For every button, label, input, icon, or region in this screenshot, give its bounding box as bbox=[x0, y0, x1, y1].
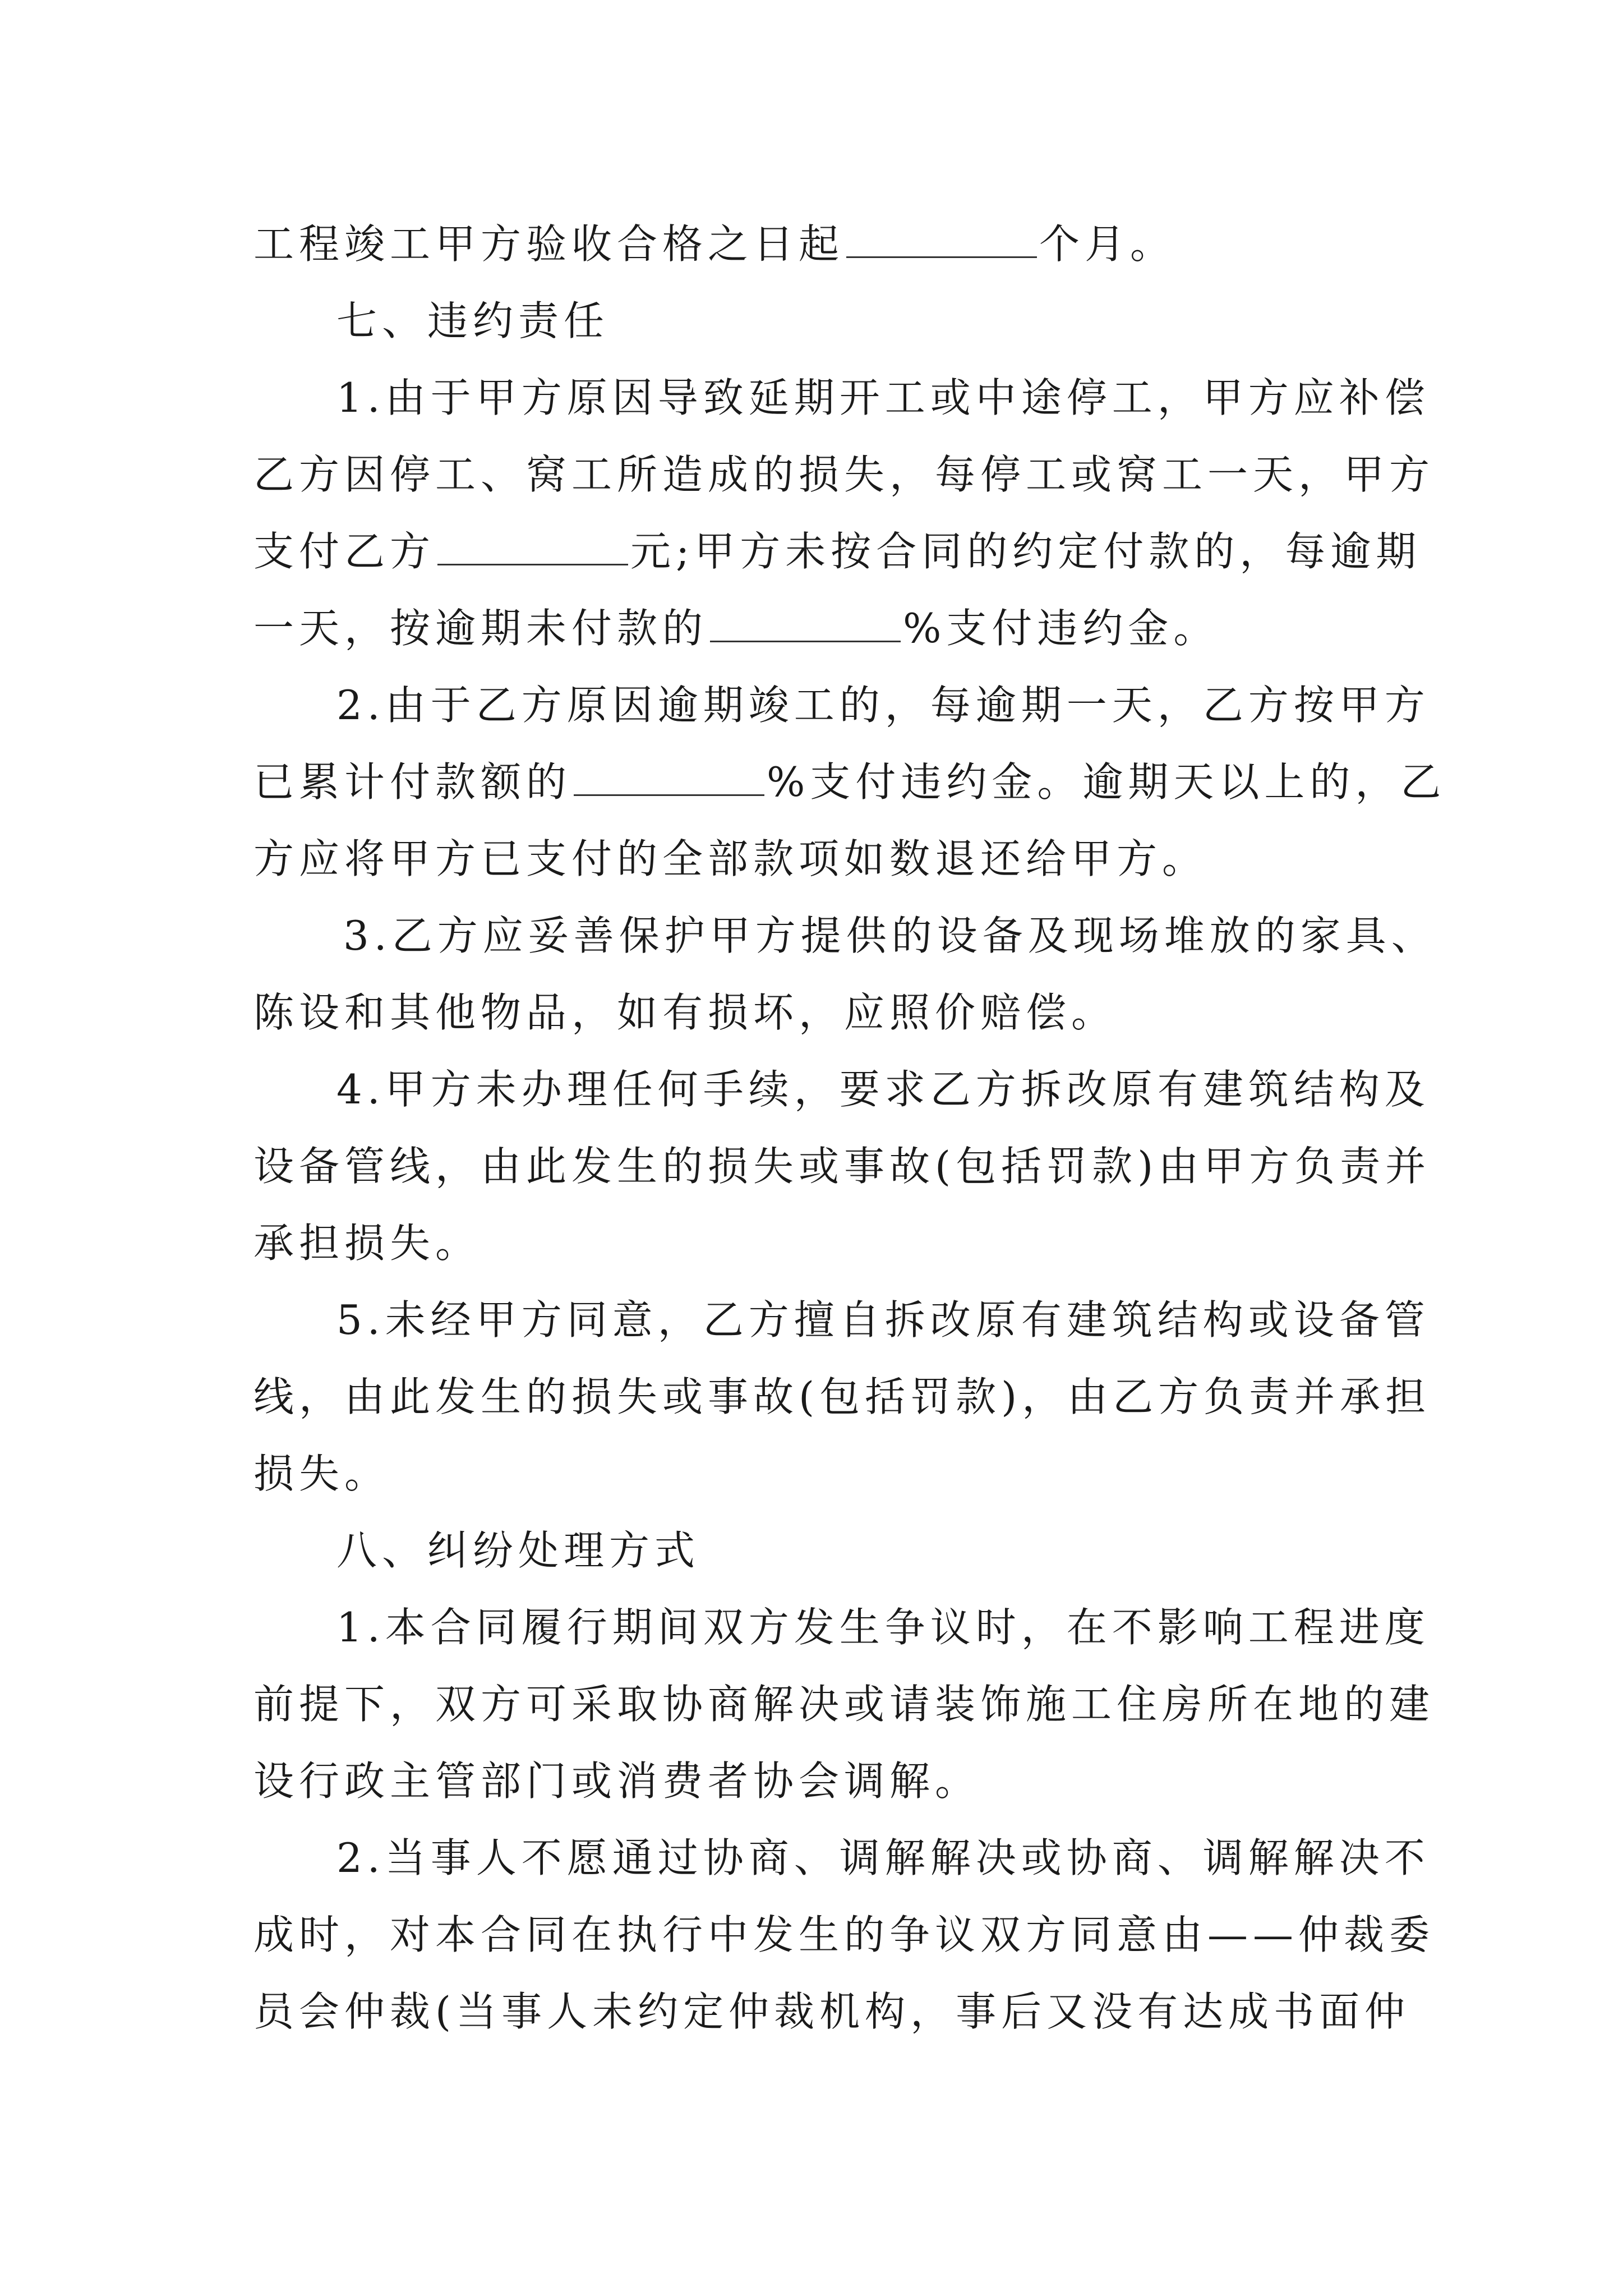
text-line bbox=[253, 216, 1175, 272]
clause-line bbox=[253, 754, 1446, 810]
clause-line: 1.由于甲方原因导致延期开工或中途停工，甲方应补偿 bbox=[336, 374, 1430, 421]
fill-in-blank bbox=[846, 217, 1037, 258]
clause-line: 4.甲方未办理任何手续，要求乙方拆改原有建筑结构及 bbox=[336, 1066, 1430, 1113]
clause-line: 乙方因停工、窝工所造成的损失，每停工或窝工一天，甲方 bbox=[253, 451, 1435, 498]
section-heading: 七、违约责任 bbox=[336, 297, 610, 344]
clause-line: 方应将甲方已支付的全部款项如数退还给甲方。 bbox=[253, 835, 1208, 882]
text-segment: 一天，按逾期未付款的 bbox=[253, 605, 708, 652]
text-segment: %支付违约金。逾期天以上的，乙 bbox=[767, 758, 1446, 806]
text-segment: 支付乙方 bbox=[253, 528, 436, 575]
fill-in-blank bbox=[574, 755, 764, 796]
text-segment: 工程竣工甲方验收合格之日起 bbox=[253, 220, 845, 268]
text-segment: %支付违约金。 bbox=[903, 605, 1219, 652]
clause-line: 承担损失。 bbox=[253, 1220, 481, 1267]
clause-line: 2.当事人不愿通过协商、调解解决或协商、调解解决不 bbox=[336, 1834, 1430, 1881]
clause-line: 设行政主管部门或消费者协会调解。 bbox=[253, 1757, 981, 1805]
fill-in-blank bbox=[437, 524, 628, 565]
clause-line bbox=[253, 600, 1219, 656]
clause-line: 3.乙方应妥善保护甲方提供的设备及现场堆放的家具、 bbox=[343, 912, 1437, 959]
clause-line bbox=[253, 523, 1421, 579]
clause-line: 损失。 bbox=[253, 1450, 390, 1497]
clause-line: 线，由此发生的损失或事故(包括罚款)，由乙方负责并承担 bbox=[253, 1373, 1431, 1420]
clause-line: 1.本合同履行期间双方发生争议时，在不影响工程进度 bbox=[336, 1604, 1430, 1651]
text-segment: 个月。 bbox=[1039, 220, 1176, 268]
section-heading: 八、纠纷处理方式 bbox=[336, 1527, 700, 1574]
clause-line: 成时，对本合同在执行中发生的争议双方同意由——仲裁委 bbox=[253, 1911, 1435, 1958]
clause-line: 员会仲裁(当事人未约定仲裁机构，事后又没有达成书面仲 bbox=[253, 1988, 1410, 2035]
clause-line: 2.由于乙方原因逾期竣工的，每逾期一天，乙方按甲方 bbox=[336, 682, 1430, 729]
clause-line: 前提下，双方可采取协商解决或请装饰施工住房所在地的建 bbox=[253, 1681, 1435, 1728]
clause-line: 陈设和其他物品，如有损坏，应照价赔偿。 bbox=[253, 989, 1117, 1036]
clause-line: 设备管线，由此发生的损失或事故(包括罚款)由甲方负责并 bbox=[253, 1143, 1431, 1190]
fill-in-blank bbox=[710, 601, 901, 642]
text-segment: 元;甲方未按合同的约定付款的，每逾期 bbox=[630, 528, 1422, 575]
text-segment: 已累计付款额的 bbox=[253, 758, 572, 806]
clause-line: 5.未经甲方同意，乙方擅自拆改原有建筑结构或设备管 bbox=[336, 1296, 1430, 1343]
